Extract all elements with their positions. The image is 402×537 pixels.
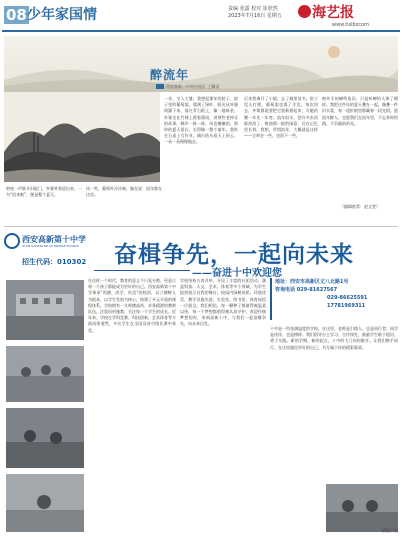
- newspaper-logo-icon: [298, 5, 311, 18]
- header-rule: [2, 30, 400, 32]
- ink-mountain-icon: [4, 92, 160, 182]
- phone-number: 029-86625591: [327, 295, 368, 301]
- school-emblem-icon: [4, 233, 20, 249]
- contact-box: [270, 278, 398, 320]
- subhead-rule: [94, 270, 190, 271]
- header-meta: [228, 6, 282, 20]
- enrollment-code: 招生代码：010302: [22, 258, 87, 266]
- students-photo: [326, 484, 398, 532]
- school-address: 地址：西安市高新区丈八北路1号: [275, 279, 349, 285]
- feature-caption-left: 咯吱一声推开旧院门，外婆笑着迎出来，一句“回来啦”，便是整个夏天。: [6, 186, 82, 198]
- section-divider: [4, 226, 398, 227]
- section-title: 少年家国情: [27, 7, 97, 23]
- newspaper-url: www.hslbzcom: [332, 22, 370, 28]
- ink-landscape-illustration: [4, 92, 160, 182]
- phone-number: 029-81627567: [296, 287, 338, 293]
- phone-label: 咨询电话 029-81627567: [275, 287, 338, 293]
- feature-caption-mid: 风一吹，葡萄叶沙沙响，像在说：流年都在这里。: [86, 186, 162, 198]
- newspaper-logo: 海艺报: [312, 5, 354, 21]
- feature-column-2: 后来我离开了小镇，去了城里读书。院子没人打理，葡萄架也塌了半边。每次回去，外婆都说要把它重新搭起来，可她的腰一年比一年弯。流年似水，把许多东西都冲淡了，唯独那一院的绿意，还在记忆里长着。我想，所谓流年，大概就是这样——它带走一些，也留下一些。: [244, 96, 318, 139]
- school-name-en: XI'AN GAOXIN NO.10 MIDDLE SCHOOL: [22, 244, 80, 248]
- phone-number: 17781969311: [327, 303, 366, 309]
- article-column-1: 在这样一个时代，教育的意义不只是分数，更是让每一个孩子都能成为更好的自己。西安高新第十中学秉承“尚德、尚学、尚美”的校训，以立德树人为根本，以学生发展为核心，构建了多元开放的课程体系。学校拥有一支师德高尚、业务精湛的教师队伍，注重因材施教，关注每一个学生的成长。近年来，学校在学科竞赛、科技创新、艺术体育等方面成绩斐然，多名学生在全国及省市级比赛中获奖。: [88, 278, 176, 333]
- article-column-3: 十中是一所充满温度的学校。在这里，老师是引路人，也是同行者；同学是伙伴，也是榜样。我们倡导自主学习、合作探究，鼓励学生敢于提问、勇于实践。新的学期，新的起点，十中的大门向你敞开。让我们携手同行，在这里遇见更好的自己，书写属于你的精彩篇章。: [270, 326, 398, 350]
- classroom-photo: [6, 346, 84, 402]
- photo-credit: 招生广告: [382, 528, 398, 533]
- editor-note: （编辑推荐：赵文雯）: [340, 204, 380, 209]
- meta-editor: 责编 张露 校对 崔欣然: [228, 6, 278, 12]
- sports-photo: [6, 474, 84, 532]
- feature-byline: 西安高新一中初中校区 王馨睿: [166, 84, 220, 89]
- page-header: [0, 0, 402, 34]
- feature-title: 醉流年: [150, 68, 190, 82]
- campus-photo: [6, 280, 84, 340]
- meta-date: 2023年7月16日 星期五: [228, 13, 282, 19]
- activity-photo: [6, 408, 84, 468]
- article-headline: 奋楫争先，一起向未来: [114, 241, 354, 268]
- article-column-2: 学校坚持五育并举，开设了丰富的社团活动，涵盖科技、人文、艺术、体育等多个领域，为学生提供展示自我的舞台。校园内绿树成荫，环境优美，教学设施先进，实验室、图书馆、体育场馆一应俱全。我们相信，每一颗种子都值得被温柔以待，每一个梦想都值得被认真守护。欢迎怀揣梦想的你，来到高新十中，与我们一起奋楫争先，向未来出发。: [180, 278, 266, 327]
- feature-column-1: 一年，又入大暑。我想起那年的院子。院子里的葡萄架，爬满了绿叶，阳光从叶缝间漏下来，落在青石板上，像一地碎金。外婆坐在竹椅上摇着蒲扇，讲那些老掉牙的故事。蝉声一阵一阵，风也懒懒的。那时的夏天很长，长得像一整个童年。我趴在石桌上写作业，偶尔抬头看天上的云，一朵一朵慢慢地走。: [164, 96, 238, 145]
- feature-column-3: 窗外半的蝉鸣依旧，只是听蝉的人换了模样。我把这些年的夏天叠在一起，像叠一件旧衣裳，每一道折痕里都藏着一段光阴。愿流年醉人，也愿我们在流年里，不忘来时的路，不负眼前的光。: [322, 96, 398, 126]
- page-number: 08: [6, 6, 27, 24]
- byline-marker: [156, 84, 164, 89]
- school-name: 西安高新第十中学: [22, 234, 86, 244]
- article-subhead: ——奋进十中欢迎您: [192, 268, 282, 279]
- school-brand: [4, 233, 104, 255]
